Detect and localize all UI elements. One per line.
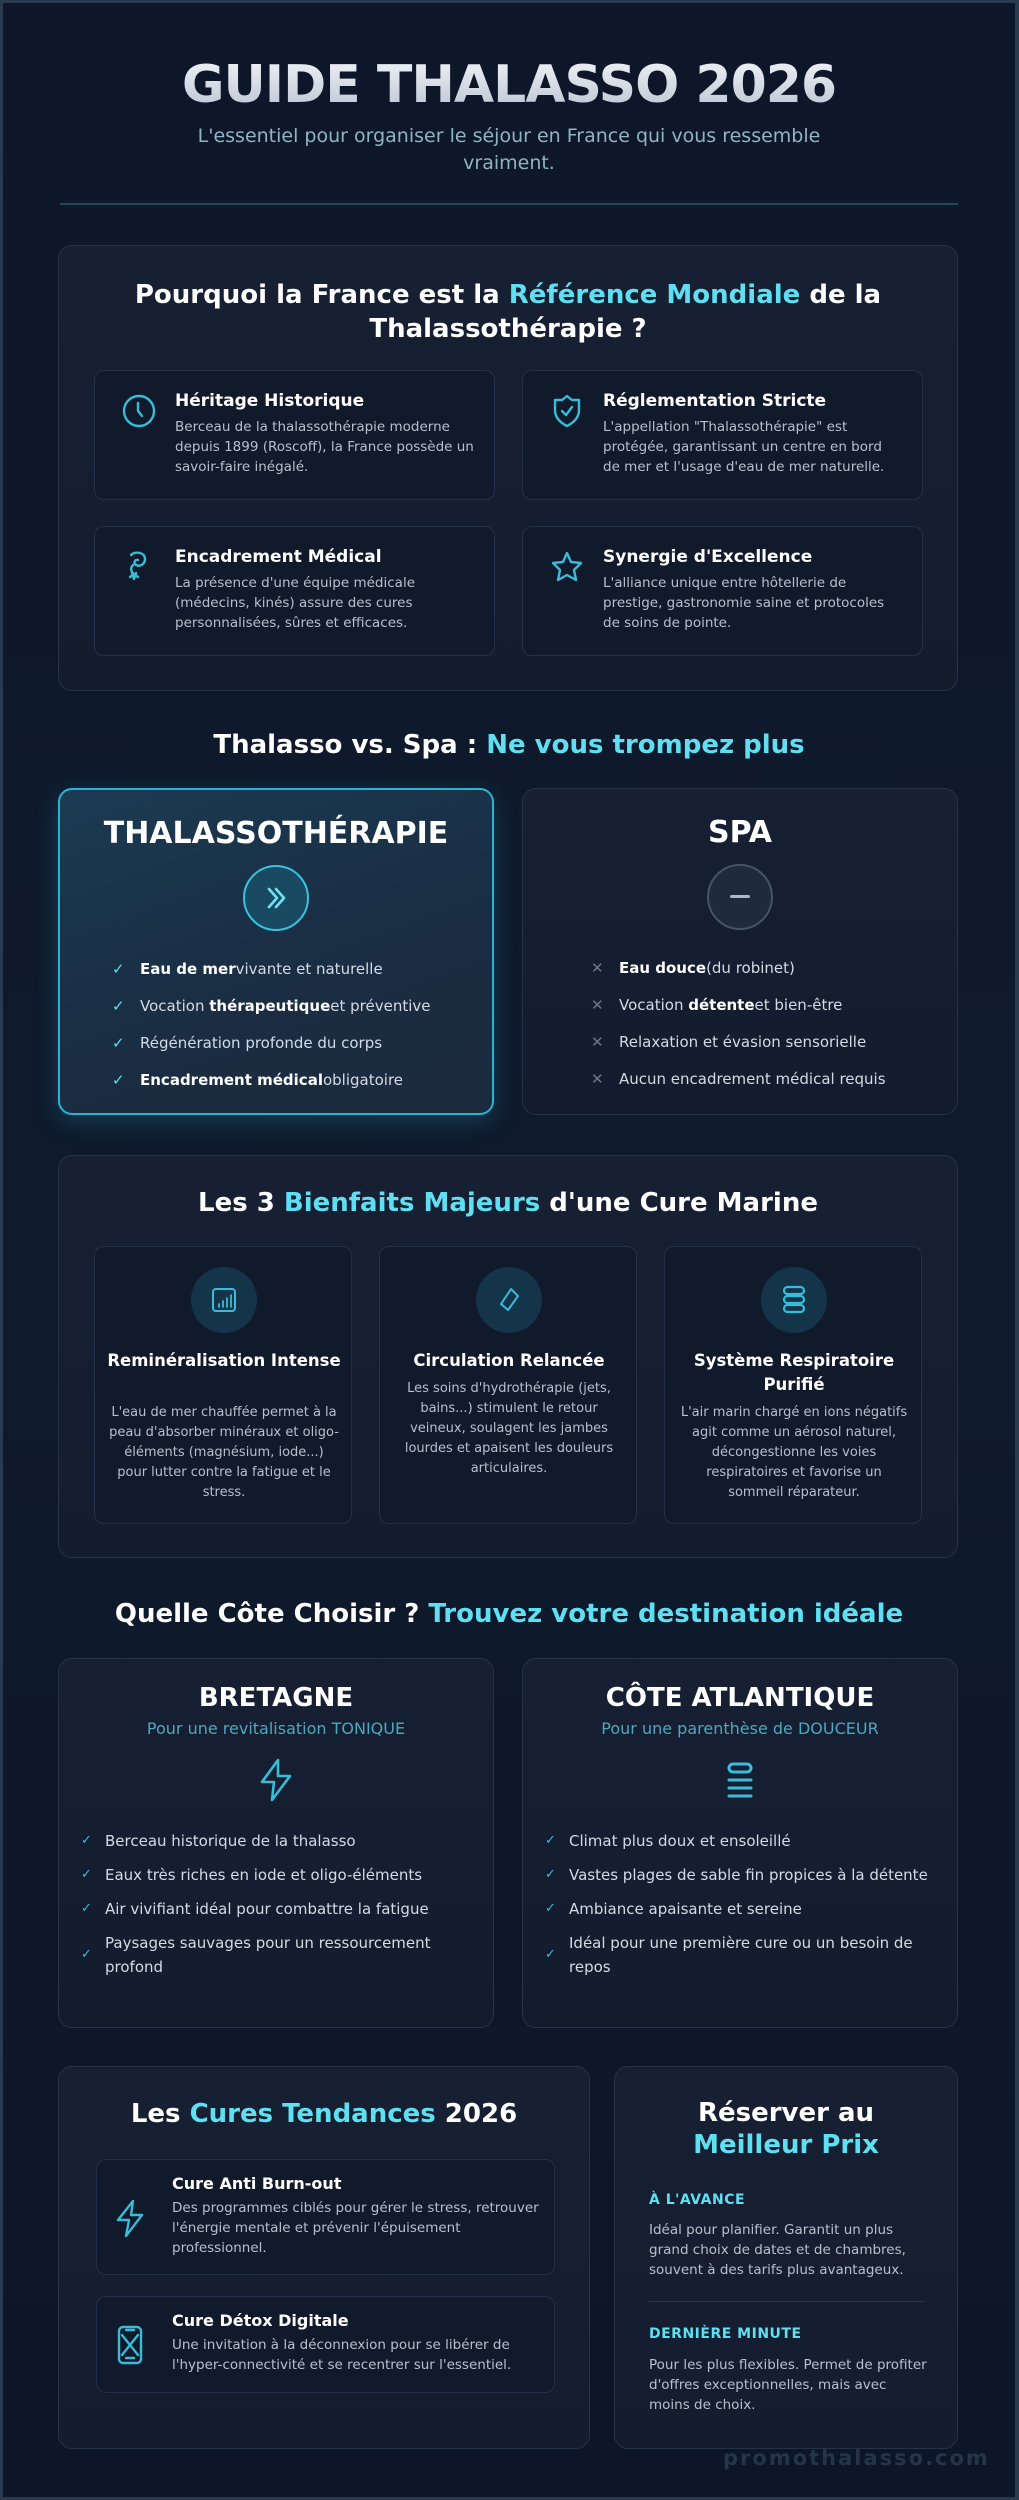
trends-panel [58,2066,590,2449]
list-item: ✓ Paysages sauvages pour un ressourcement profond [81,1934,431,1976]
spa-list [591,949,886,1097]
list-item: ✕ Relaxation et évasion sensorielle [591,1032,867,1051]
why-france-title: Pourquoi la France est la Référence Mondiale de la Thalassothérapie ? [134,280,882,344]
check-icon: ✓ [81,1867,92,1882]
booking-panel [614,2066,958,2449]
phone-hourglass-icon [113,2325,147,2365]
x-icon: ✕ [591,1069,604,1088]
list-item: ✓ Vocation thérapeutique et préventive [112,996,431,1015]
booking-option-label: À L'AVANCE [649,2192,746,2208]
list-item: ✓ Berceau historique de la thalasso [81,1829,471,1853]
check-icon: ✓ [545,1947,556,1962]
check-icon: ✓ [81,1901,92,1916]
check-icon: ✓ [81,1833,92,1848]
stethoscope-icon [121,549,157,585]
waves-icon [718,1756,762,1804]
list-item: ✓ Climat plus doux et ensoleillé [545,1829,935,1853]
x-icon: ✕ [591,958,604,977]
list-item: ✓ Eau de mer vivante et naturelle [112,959,383,978]
feature-card-medical [94,526,495,656]
feature-title: Réglementation Stricte [603,391,827,411]
list-item: ✓ Idéal pour une première cure ou un besoin de repos [545,1934,913,1976]
list-item: ✓ Eaux très riches en iode et oligo-éléments [81,1863,471,1887]
coasts-title: Quelle Côte Choisir ? Trouvez votre destination idéale [114,1599,904,1629]
check-icon: ✓ [112,1070,125,1089]
chart-bars-icon [191,1267,257,1333]
coast-subtitle: Pour une parenthèse de DOUCEUR [601,1719,879,1738]
lightning-icon [254,1756,298,1804]
feature-card-heritage [94,370,495,500]
x-icon: ✕ [591,995,604,1014]
coast-title: BRETAGNE [198,1683,354,1713]
benefit-title: Circulation Relancée [413,1351,605,1370]
infographic-frame [3,3,1015,2497]
list-item: ✓ Air vivifiant idéal pour combattre la fatigue [81,1897,471,1921]
check-icon: ✓ [112,959,125,978]
coast-points [545,1829,935,1989]
feature-title: Héritage Historique [175,391,365,411]
list-item: ✓ Régénération profonde du corps [112,1033,383,1052]
check-icon: ✓ [112,1033,125,1052]
lungs-stack-icon [761,1267,827,1333]
booking-option-text: Idéal pour planifier. Garantit un plus grand choix de dates et de chambres, souvent à des tarifs plus avantageux. [649,2222,906,2278]
feature-card-regulation [522,370,923,500]
benefit-card-circulation [379,1246,637,1524]
benefit-title: Reminéralisation Intense [107,1351,341,1370]
page-subtitle: L'essentiel pour organiser le séjour en France qui vous ressemble vraiment. [197,125,821,174]
list-item: ✕ Aucun encadrement médical requis [591,1069,886,1088]
check-icon: ✓ [81,1947,92,1962]
feature-title: Encadrement Médical [175,547,382,567]
feature-text: L'appellation "Thalassothérapie" est protégée, garantissant un centre en bord de mer et l'usage d'eau de mer naturelle. [603,419,885,475]
booking-divider [649,2301,925,2302]
trend-title: Cure Détox Digitale [172,2311,349,2330]
benefit-text: Les soins d'hydrothérapie (jets, bains...) stimulent le retour veineux, soulagent les jambes lourdes et apaisent les douleurs articulaires. [404,1381,614,1476]
benefit-text: L'air marin chargé en ions négatifs agit comme un aérosol naturel, décongestionne les voies respiratoires et favorise un sommeil réparateur. [680,1405,908,1500]
coast-card-atlantique [522,1658,958,2028]
coast-points [81,1829,471,1989]
coast-card-bretagne [58,1658,494,2028]
thalasso-title: THALASSOTHÉRAPIE [103,816,449,851]
page-title: GUIDE THALASSO 2026 [3,55,1015,115]
chevrons-right-icon [243,865,309,931]
spa-card [522,788,958,1115]
booking-option-text: Pour les plus flexibles. Permet de profiter d'offres exceptionnelles, mais avec moins de choix. [649,2357,927,2413]
watermark: promothalasso.com [723,2446,990,2470]
x-icon: ✕ [591,1032,604,1051]
list-item: ✓ Encadrement médical obligatoire [112,1070,404,1089]
feature-text: Berceau de la thalassothérapie moderne depuis 1899 (Roscoff), la France possède un savoir-faire inégalé. [175,419,474,475]
benefit-text: L'eau de mer chauffée permet à la peau d'absorber minéraux et oligo-éléments (magnésium, iode...) pour lutter contre la fatigue et le stress. [109,1405,339,1500]
feature-text: La présence d'une équipe médicale (médecins, kinés) assure des cures personnalisées, sûres et efficaces. [175,575,415,631]
coast-subtitle: Pour une revitalisation TONIQUE [146,1719,406,1738]
minus-icon [707,864,773,930]
booking-option-label: DERNIÈRE MINUTE [649,2326,802,2342]
feature-title: Synergie d'Excellence [603,547,813,567]
trend-card-detox [96,2296,555,2393]
benefit-card-respiratory [664,1246,922,1524]
trend-title: Cure Anti Burn-out [172,2174,342,2193]
why-france-panel [58,245,958,691]
star-icon [549,549,585,585]
trend-text: Des programmes ciblés pour gérer le stress, retrouver l'énergie mentale et prévenir l'épuisement professionnel. [172,2200,539,2256]
check-icon: ✓ [545,1867,556,1882]
feature-card-synergy [522,526,923,656]
trends-title: Les Cures Tendances 2026 [130,2099,518,2129]
comparison-title: Thalasso vs. Spa : Ne vous trompez plus [213,730,805,760]
list-item: ✓ Ambiance apaisante et sereine [545,1897,935,1921]
list-item: ✕ Vocation détente et bien-être [591,995,843,1014]
benefit-title: Système Respiratoire Purifié [693,1351,895,1394]
list-item: ✕ Eau douce (du robinet) [591,958,795,977]
thalasso-card [58,788,494,1115]
benefits-panel [58,1155,958,1558]
check-icon: ✓ [112,996,125,1015]
booking-title: Réserver au Meilleur Prix [693,2098,879,2160]
spa-title: SPA [707,815,773,850]
lightning-icon [113,2198,147,2238]
header-divider [60,203,958,205]
check-icon: ✓ [545,1901,556,1916]
droplet-diamond-icon [476,1267,542,1333]
benefits-title: Les 3 Bienfaits Majeurs d'une Cure Marine [198,1188,818,1218]
trend-card-burnout [96,2159,555,2275]
check-icon: ✓ [545,1833,556,1848]
shield-check-icon [549,393,585,429]
clock-icon [121,393,157,429]
benefit-card-remineralisation [94,1246,352,1524]
trend-text: Une invitation à la déconnexion pour se libérer de l'hyper-connectivité et se recentrer sur l'essentiel. [172,2337,512,2373]
list-item: ✓ Vastes plages de sable fin propices à la détente [545,1863,935,1887]
coast-title: CÔTE ATLANTIQUE [605,1683,875,1713]
feature-text: L'alliance unique entre hôtellerie de prestige, gastronomie saine et protocoles de soins de pointe. [603,575,885,631]
thalasso-list [112,950,431,1098]
